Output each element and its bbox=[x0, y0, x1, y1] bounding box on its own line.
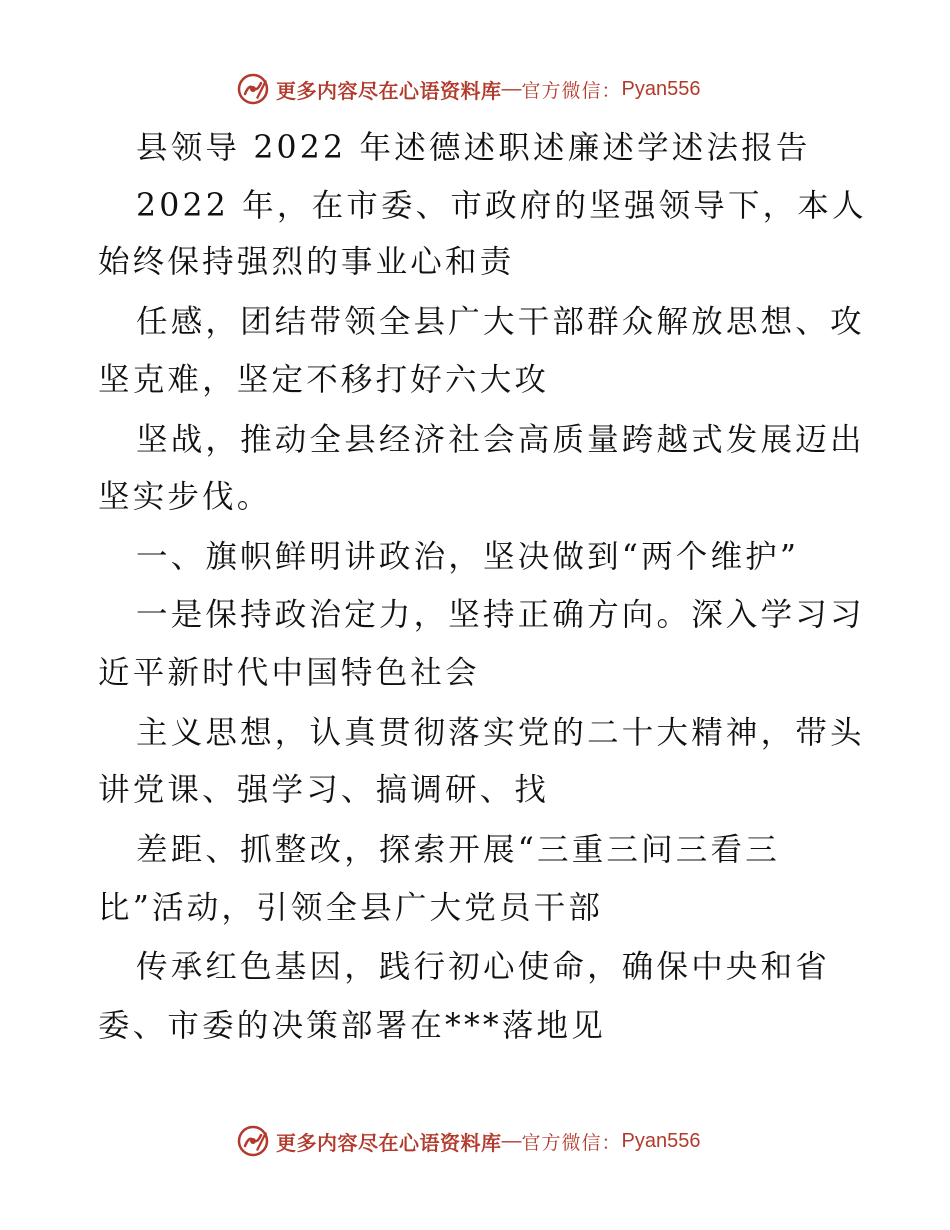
watermark-wechat-id: Pyan556 bbox=[621, 77, 701, 100]
paragraph-line: 差距、抓整改，探索开展“三重三问三看三 bbox=[136, 832, 780, 868]
paragraph-line: 传承红色基因，践行初心使命，确保中央和省 bbox=[136, 949, 831, 985]
paragraph-line: 主义思想，认真贯彻落实党的二十大精神，带头 bbox=[136, 715, 865, 751]
paragraph-line: 坚实步伐。 bbox=[98, 479, 272, 515]
book-pen-logo-icon bbox=[236, 72, 270, 106]
document-title: 县领导 2022 年述德述职述廉述学述法报告 bbox=[136, 130, 811, 166]
watermark-label: 官方微信： bbox=[521, 79, 622, 102]
paragraph-line: 坚战，推动全县经济社会高质量跨越式发展迈出 bbox=[136, 422, 865, 458]
book-pen-logo-icon bbox=[236, 1124, 270, 1158]
footer-watermark bbox=[236, 1124, 700, 1158]
paragraph-line: 2022 年，在市委、市政府的坚强领导下，本人 bbox=[136, 188, 867, 224]
watermark-site-text: 更多内容尽在心语资料库 bbox=[276, 78, 502, 103]
section-heading: 一、旗帜鲜明讲政治，坚决做到“两个维护” bbox=[136, 539, 800, 575]
paragraph-line: 近平新时代中国特色社会 bbox=[98, 655, 480, 691]
paragraph-line: 讲党课、强学习、搞调研、找 bbox=[98, 772, 550, 808]
watermark-site-text: 更多内容尽在心语资料库 bbox=[276, 1130, 502, 1155]
paragraph-line: 坚克难，坚定不移打好六大攻 bbox=[98, 362, 550, 398]
watermark-separator: — bbox=[501, 77, 522, 100]
paragraph-line: 始终保持强烈的事业心和责 bbox=[98, 244, 515, 280]
watermark-separator: — bbox=[501, 1129, 522, 1152]
watermark-wechat-id: Pyan556 bbox=[621, 1129, 701, 1152]
paragraph-line: 比”活动，引领全县广大党员干部 bbox=[98, 890, 604, 926]
paragraph-line: 任感，团结带领全县广大干部群众解放思想、攻 bbox=[136, 304, 865, 340]
watermark-label: 官方微信： bbox=[521, 1131, 622, 1154]
header-watermark bbox=[236, 72, 700, 106]
paragraph-line: 一是保持政治定力，坚持正确方向。深入学习习 bbox=[136, 597, 865, 633]
paragraph-line: 委、市委的决策部署在***落地见 bbox=[98, 1008, 606, 1044]
